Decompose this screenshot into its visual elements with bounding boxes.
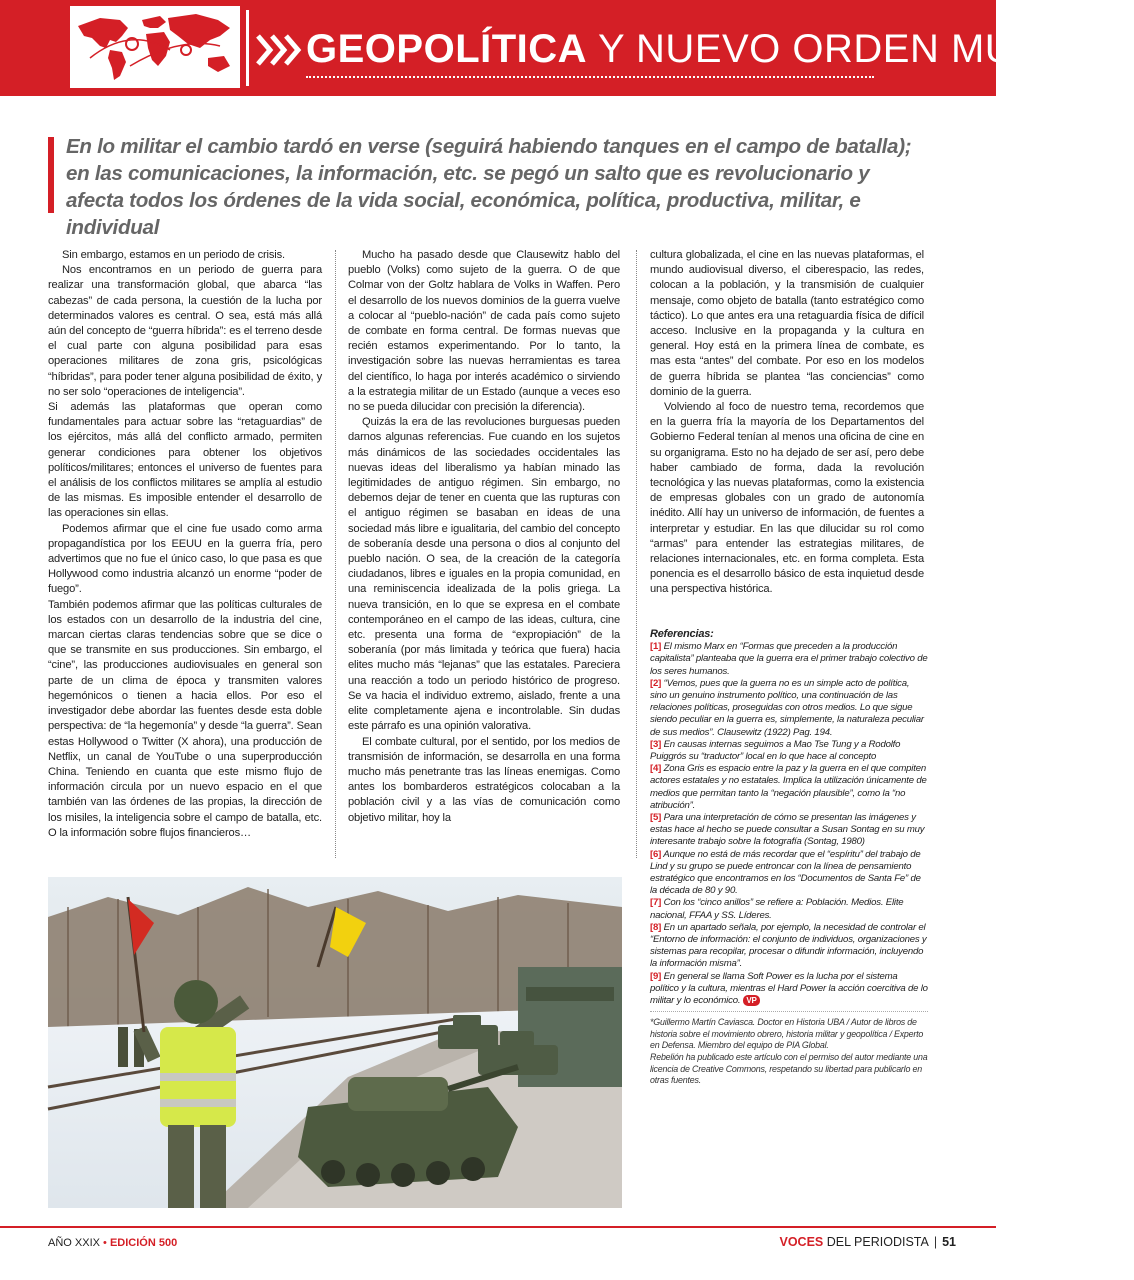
author-bio-text: *Guillermo Martín Caviasca. Doctor en Historia UBA / Autor de libros de historia sobre el movimiento obrero, historia militar y geopolítica / Experto en Defensa. Miembro del equipo de PIA Global. [650,1017,924,1051]
reference-number: [4] [650,763,662,775]
issue-edition: EDICIÓN 500 [109,1237,178,1249]
issue-bullet: • [103,1237,107,1249]
footer-rule [0,1226,996,1228]
reference-number: [8] [650,921,662,933]
reference-number: [9] [650,970,662,982]
issue-year: AÑO XXIX [48,1237,100,1249]
publication-brand-rest: DEL PERIODISTA [823,1235,929,1249]
section-title-light: Y NUEVO ORDEN MUNDIAL [587,27,1134,71]
reference-item [650,678,928,739]
paragraph: También podemos afirmar que las políticas culturales de los estados con un desarrollo de la industria del cine, marcan ciertas claras tendencias sobre que se dice o que se transmite en sus producciones. Sin embargo, el “cine”, las producciones audiovisuales en general son parte de un clima de época y transmiten valores hegemónicos o tienen a hacia ellos. Por eso el investigador debe abordar las fuentes desde esta doble perspectiva: de “la hegemonía” y desde “la guerra”. Sean estas Hollywood o Twitter (X ahora), una producción de Netflix, un canal de YouTube o una superproducción China. Teniendo en cuanta que este mismo flujo de información circula por un nuevo espacio en el que también van las órdenes de las propias, la dirección de los misiles, la inteligencia sobre el campo de batalla, etc. O la información sobre flujos financieros… [48,598,322,839]
paragraph: Volviendo al foco de nuestro tema, recordemos que en la guerra fría la mayoría de los Departamentos del Gobierno Federal tenían al menos una oficina de cine en su organigrama. Esto no ha dejado de ser así, pero debe haber cambiado de forma, dada la revolución tecnológica y las nuevas plataformas, como la existencia de empresas globales con un grado de autonomía inédito. Allí hay un universo de información, de fuentes a interpretar y estudiar. En las que dilucidar su rol como “armas” para entender las estrategias militares, de relaciones internacionales, etc. en forma completa. Esta ponencia es el desarrollo básico de esta inquietud desde una perspectiva histórica. [650,401,924,596]
license-note: Rebelión ha publicado este artículo con el permiso del autor mediante una licencia de Creative Commons, respetando su libertad para publicarlo en otras fuentes. [650,1052,928,1086]
paragraph: Quizás la era de las revoluciones burguesas pueden darnos algunas referencias. Fue cuando en los sujetos más dinámicos de las sociedades occidentales las nuevas ideas del liberalismo ya habían minado las legitimidades de antiguo régimen. Sin embargo, no debemos dejar de tener en cuenta que las rupturas con el antiguo régimen se basaban en ideas de una sociedad más libre e igualitaria, del cambio del concepto de soberanía desde una persona o dios al conjunto del pueblo nación. O sea, de la creación de la categoría ciudadanos, libres e iguales en la propia comunidad, en una reminiscencia idealizada de la polis griega. La nueva transición, en lo que se expresa en el combate contemporáneo en el campo de las ideas, cultura, cine etc. presenta una forma de “expropiación” de la soberanía (por más limitada y teórica que fuera) hacia elites mucho más “lejanas” que las estatales. Pareciera una reacción a todo un periodo histórico de progreso. Se va hacia el individuo extremo, aislado, frente a una elite completamente ajena e incontrolable. Sin dudas este párrafo es una opinión valorativa. [348,416,620,733]
page-number: 51 [942,1235,956,1249]
reference-text: Aunque no está de más recordar que el “espíritu” del trabajo de Lind y su grupo se puede entroncar con la línea de pensamiento estratégico que encontramos en los “Documentos de Santa Fe” de la década de 80 y 90. [650,848,921,897]
header-dotted-underline [306,76,874,78]
reference-item [650,641,928,678]
footer-separator: | [933,1235,938,1249]
reference-item [650,849,928,898]
reference-text: Para una interpretación de cómo se presentan las imágenes y estas hace al hecho se puede consultar a Susan Sontag en su muy interesante trabajo sobre la fotografía (Sontag, 1980) [650,812,925,848]
header-divider [246,10,249,86]
reference-text: El mismo Marx en “Formas que preceden a la producción capitalista” planteaba que la guerra era el primer trabajo colectivo de los seres humanos. [650,641,928,677]
triple-chevron-right-icon [255,30,303,70]
paragraph: El combate cultural, por el sentido, por los medios de transmisión de información, se desarrolla en una forma mucho más penetrante tras las líneas enemigas. Como antes los bombarderos estratégicos colocaban a la población civil y a las vías de comunicación como objetivo militar, hoy la [348,735,620,824]
section-title-bold: GEOPOLÍTICA [306,27,588,71]
paragraph: Nos encontramos en un periodo de guerra para realizar una transformación global, que abarca “las cabezas” de cada persona, la cuestión de la lucha por determinados valores es central. O sea, está más allá aún del concepto de “guerra híbrida”: es el terreno desde el cual parte con alguna posibilidad para esas operaciones militares de zona gris, psicológicas “híbridas”, para poder tener alguna posibilidad de éxito, y no ser solo “operaciones de inteligencia”. [48,264,322,398]
reference-number: [7] [650,897,662,909]
paragraph: Mucho ha pasado desde que Clausewitz hablo del pueblo (Volks) como sujeto de la guerra. O de que Colmar von der Goltz hablara de Volks in Waffen. Pero el desarrollo de los nuevos dominios de la guerra vuelve a colocar al “pueblo-nación” de cada país como sujeto de combate en forma central. De formas nuevas que recién estamos experimentando. Por lo tanto, la investigación sobre las nuevas herramientas es tarea del científico, lo haga por interés académico o sirviendo a la estrategia militar de un Estado (aunque a veces eso no se pueda dilucidar con precisión la diferencia). [348,249,620,414]
reference-text: Con los “cinco anillos” se refiere a: Población. Medios. Elite nacional, FFAA y SS. Líderes. [650,897,904,921]
pull-quote-bar [48,137,54,213]
references-title: Referencias: [650,628,714,640]
reference-item [650,763,928,812]
reference-item [650,739,928,763]
reference-item [650,897,928,921]
reference-number: [5] [650,812,662,824]
end-of-article-badge: VP [743,995,759,1006]
section-title [306,27,1134,71]
pull-quote: En lo militar el cambio tardó en verse (seguirá habiendo tanques en el campo de batalla); en las comunicaciones, la información, etc. se pegó un salto que es revolucionario y afecta todos los órdenes de la vida social, económica, política, productiva, militar, e individual [66,135,912,239]
author-bio [650,1011,928,1087]
reference-item [650,812,928,849]
paragraph: cultura globalizada, el cine en las nuevas plataformas, el mundo audiovisual diverso, el ciberespacio, las redes, colocan a la población, y la transmisión de cualquier mensaje, como objeto de batalla (tanto estratégico como táctico). Lo que antes era una retaguardia física de difícil acceso. Inclusive en la propaganda y la cultura en general. Hoy está en la primera línea de combate, es mas esta “antes” del combate. Por eso en los modelos de guerra híbrida se plantea “las conciencias” como dominio de la guerra. [650,249,924,398]
publication-info [779,1235,956,1249]
world-map-icon [70,6,240,88]
publication-brand: VOCES [779,1235,824,1249]
paragraph: Si además las plataformas que operan como fundamentales para actuar sobre las “retaguardias” de los ejércitos, más allá del conflicto armado, permiten generar condiciones para obtener los objetivos políticos/militares; entonces el universo de fuentes para el análisis de los conflictos militares se amplía al estudio de las mismas. Es imposible entender el desarrollo de las operaciones sin ellas. [48,401,322,520]
issue-info [48,1237,177,1249]
reference-text: En general se llama Soft Power es la lucha por el sistema político y la cultura, mientras el Hard Power la acción coercitiva de lo militar y lo económico. [650,970,928,1007]
reference-number: [2] [650,677,662,689]
article-column-2 [348,248,620,826]
reference-number: [1] [650,641,662,653]
reference-text: Zona Gris es espacio entre la paz y la guerra en el que compiten actores estatales y no estatales. Implica la utilización únicamente de medios que permitan tanto la “negación plausible”, como la “no atribución”. [650,763,927,811]
reference-text: En causas internas seguimos a Mao Tse Tung y a Rodolfo Puiggrós su “traductor” local en lo que hace al concepto [650,738,901,763]
reference-item [650,922,928,971]
article-column-3 [650,248,924,598]
references-section [650,628,928,1087]
section-header [0,0,1134,96]
reference-text: “Vemos, pues que la guerra no es un simple acto de política, sino un genuino instrumento político, una continuación de las relaciones políticas, proseguidas con otros medios. Lo que sigue siendo peculiar en la guerra es, simplemente, la naturaleza peculiar de sus medios”. Clausewitz (1922) Pag. 194. [650,677,924,738]
paragraph: Podemos afirmar que el cine fue usado como arma propagandística por los EEUU en la guerra fría, pero advertimos que no fue el único caso, lo que pasa es que Hollywood como industria alcanzó un enorme “poder de fuego”. [48,522,322,596]
reference-item [650,971,928,1008]
reference-number: [6] [650,848,662,860]
paragraph: Sin embargo, estamos en un periodo de crisis. [62,249,285,261]
article-column-1 [48,248,322,841]
column-divider [636,250,637,858]
reference-text: En un apartado señala, por ejemplo, la necesidad de controlar el “Entorno de información: el conjunto de individuos, organizaciones y sistemas para recopilar, procesar o difundir información, incluyendo la información misma”. [650,921,927,970]
column-divider [335,250,336,858]
soldier-with-flags-and-tanks-photo [48,877,622,1208]
reference-number: [3] [650,738,662,750]
